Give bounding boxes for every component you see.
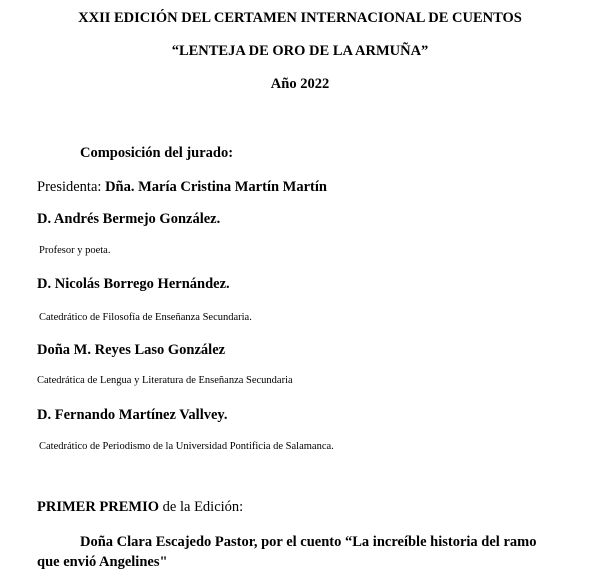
jury-member-name: D. Fernando Martínez Vallvey. — [37, 407, 228, 423]
jury-member-role: Catedrático de Periodismo de la Universidad Pontificia de Salamanca. — [39, 441, 334, 452]
prize-heading — [37, 499, 243, 515]
jury-member-name: Doña M. Reyes Laso González — [37, 342, 226, 358]
jury-member-role: Catedrática de Lengua y Literatura de Enseñanza Secundaria — [37, 375, 293, 386]
jury-member-role: Profesor y poeta. — [39, 245, 111, 256]
jury-member-role: Catedrático de Filosofía de Enseñanza Secundaria. — [39, 312, 252, 323]
year-label: Año 2022 — [270, 76, 330, 92]
winner-line: Doña Clara Escajedo Pastor, por el cuento “La increíble historia del ramo — [80, 534, 537, 550]
jury-president — [37, 179, 327, 195]
award-name: “LENTEJA DE ORO DE LA ARMUÑA” — [171, 43, 429, 59]
jury-heading: Composición del jurado: — [80, 145, 234, 161]
president-name: Dña. María Cristina Martín Martín — [105, 179, 327, 195]
certamen-title: XXII EDICIÓN DEL CERTAMEN INTERNACIONAL DE CUENTOS — [78, 10, 522, 26]
prize-heading-bold: PRIMER PREMIO — [37, 499, 160, 515]
jury-member-name: D. Andrés Bermejo González. — [37, 211, 221, 227]
prize-heading-rest: de la Edición: — [159, 499, 244, 515]
winner-line-continued: que envió Angelines" — [37, 554, 168, 570]
jury-member-name: D. Nicolás Borrego Hernández. — [37, 276, 230, 292]
president-label: Presidenta: — [37, 179, 106, 195]
